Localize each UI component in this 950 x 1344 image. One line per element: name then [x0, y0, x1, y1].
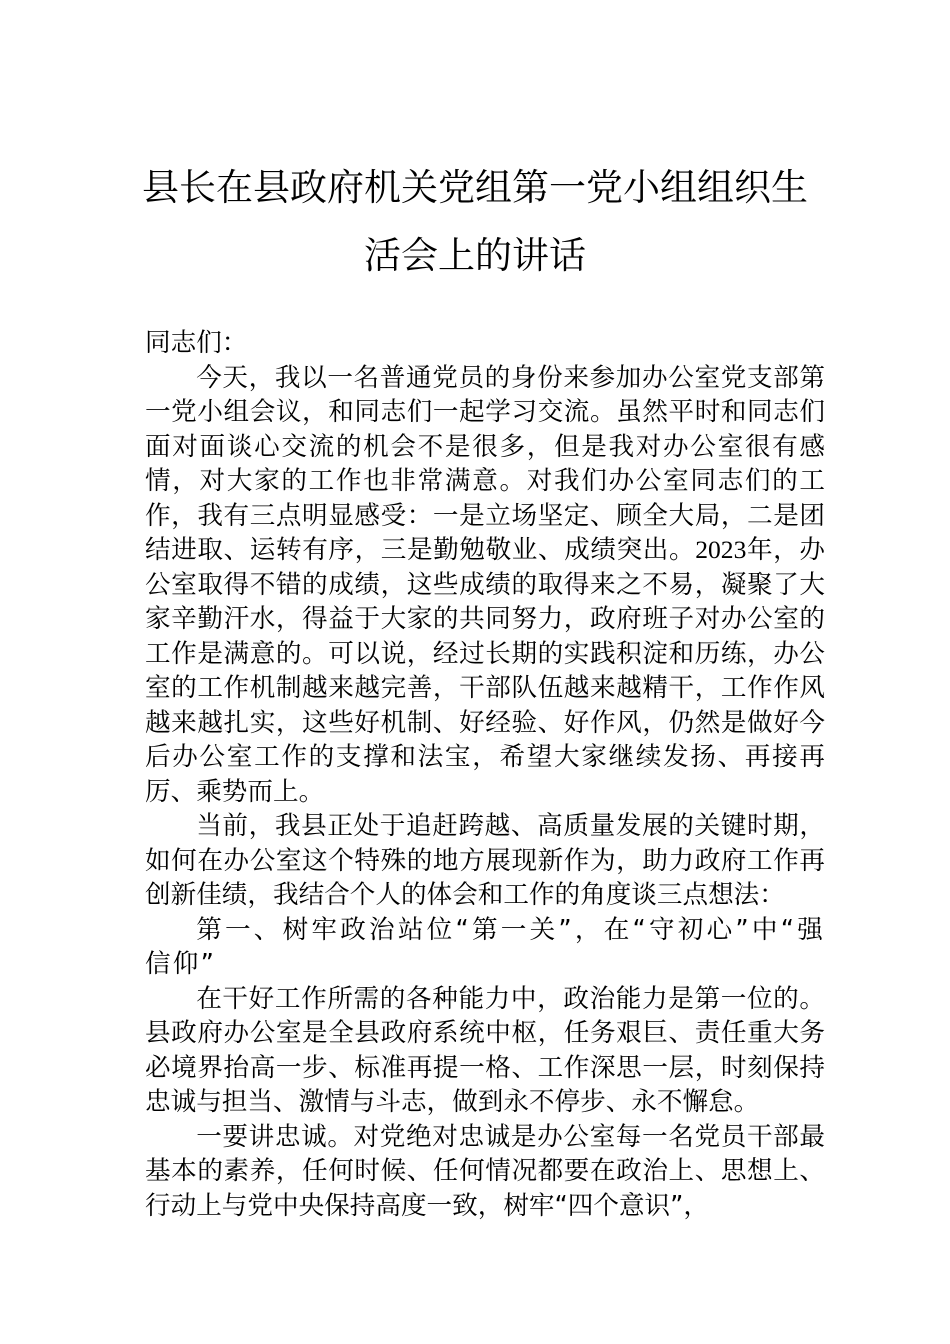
document-title-line-2: 活会上的讲话	[364, 234, 586, 277]
paragraph-3: 在干好工作所需的各种能力中，政治能力是第一位的。县政府办公室是全县政府系统中枢，任务艰巨、责任重大务必境界抬高一步、标准再提一格、工作深思一层，时刻保持忠诚与担当、激情与斗志，做到永不停步、永不懈怠。	[145, 983, 825, 1117]
salutation: 同志们：	[145, 328, 248, 358]
paragraph-1-part-a: 今天，我以一名普通党员的身份来参加办公室党支部第一党小组会议，和同志们一起学习交流。虽然平时和同志们面对面谈心交流的机会不是很多，但是我对办公室很有感情，对大家的工作也非常满意。对我们办公室同志们的工作，我有三点明显感受：一是立场坚定、顾全大局，二是团结进取、运转有序，三是勤勉敬业、成绩突出。	[145, 362, 825, 565]
year-value: 2023	[695, 535, 747, 564]
paragraph-1-part-b: 年，办公室取得不错的成绩，这些成绩的取得来之不易，凝聚了大家辛勤汗水，得益于大家的共同努力，政府班子对办公室的工作是满意的。可以说，经过长期的实践积淀和历练，办公室的工作机制越来越完善，干部队伍越来越精干，工作作风越来越扎实，这些好机制、好经验、好作风，仍然是做好今后办公室工作的支撑和法宝，希望大家继续发扬、再接再厉、乘势而上。	[145, 535, 825, 807]
section-heading-1: 第一、树牢政治站位“第一关”，在“守初心”中“强信仰”	[145, 914, 825, 979]
paragraph-1	[145, 361, 825, 810]
document-body	[145, 326, 825, 1223]
paragraph-2: 当前，我县正处于追赶跨越、高质量发展的关键时期，如何在办公室这个特殊的地方展现新作为，助力政府工作再创新佳绩，我结合个人的体会和工作的角度谈三点想法：	[145, 811, 825, 910]
paragraph-4: 一要讲忠诚。对党绝对忠诚是办公室每一名党员干部最基本的素养，任何时候、任何情况都要在政治上、思想上、行动上与党中央保持高度一致，树牢“四个意识”，	[145, 1121, 825, 1221]
document-title-line-1: 县长在县政府机关党组第一党小组组织生	[142, 166, 808, 209]
